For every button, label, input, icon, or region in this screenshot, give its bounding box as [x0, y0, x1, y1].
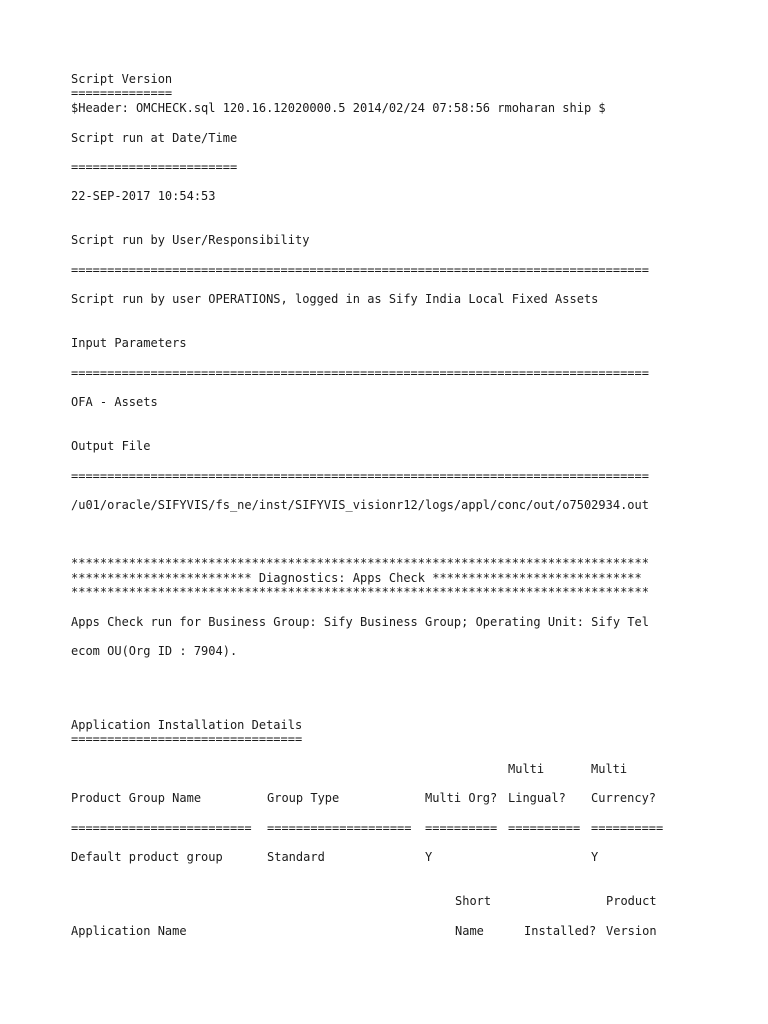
cell-product-group-name: Default product group	[71, 850, 223, 864]
col-head-multi-lingual: Lingual?	[508, 791, 566, 805]
sep-multi-lingual: ==========	[508, 821, 581, 835]
input-params-underline: ================================================================================	[71, 366, 649, 380]
apps-check-line-2: ecom OU(Org ID : 7904).	[71, 644, 238, 658]
run-user-underline: ================================================================================	[71, 263, 649, 277]
col-head-multi-lingual-top: Multi	[508, 762, 545, 776]
col-head-product-group-name: Product Group Name	[71, 791, 202, 805]
run-datetime-heading: Script run at Date/Time	[71, 131, 238, 145]
col-head-multi-currency-top: Multi	[591, 762, 628, 776]
run-datetime-value: 22-SEP-2017 10:54:53	[71, 189, 216, 203]
sep-multi-org: ==========	[425, 821, 498, 835]
cell-multi-org: Y	[425, 850, 433, 864]
diagnostics-banner-bottom: ********************************************************************************	[71, 585, 649, 599]
col-head-group-type: Group Type	[267, 791, 340, 805]
col-head-short-name-top: Short	[455, 894, 492, 908]
diagnostics-banner-title: ************************* Diagnostics: Apps Check *****************************	[71, 571, 642, 585]
output-file-underline: ================================================================================	[71, 469, 649, 483]
sep-multi-currency: ==========	[591, 821, 664, 835]
sep-product-group-name: =========================	[71, 821, 252, 835]
col-head-short-name: Name	[455, 924, 484, 938]
diagnostics-banner-top: ********************************************************************************	[71, 556, 649, 570]
input-params-value: OFA - Assets	[71, 395, 158, 409]
col-head-product-version-top: Product	[606, 894, 657, 908]
cell-multi-currency: Y	[591, 850, 599, 864]
run-datetime-underline: =======================	[71, 160, 238, 174]
input-params-heading: Input Parameters	[71, 336, 187, 350]
output-file-path: /u01/oracle/SIFYVIS/fs_ne/inst/SIFYVIS_visionr12/logs/appl/conc/out/o7502934.out	[71, 498, 649, 512]
app-install-heading: Application Installation Details	[71, 718, 303, 732]
script-version-underline: ==============	[71, 86, 173, 100]
col-head-version: Version	[606, 924, 657, 938]
col-head-installed: Installed?	[524, 924, 597, 938]
col-head-multi-org: Multi Org?	[425, 791, 498, 805]
cell-group-type: Standard	[267, 850, 325, 864]
output-file-heading: Output File	[71, 439, 151, 453]
app-install-underline: ================================	[71, 732, 303, 746]
run-user-heading: Script run by User/Responsibility	[71, 233, 310, 247]
script-version-heading: Script Version	[71, 72, 173, 86]
run-user-value: Script run by user OPERATIONS, logged in as Sify India Local Fixed Assets	[71, 292, 599, 306]
col-head-application-name: Application Name	[71, 924, 187, 938]
sep-group-type: ====================	[267, 821, 412, 835]
apps-check-line-1: Apps Check run for Business Group: Sify Business Group; Operating Unit: Sify Tel	[71, 615, 649, 629]
script-header-line: $Header: OMCHECK.sql 120.16.12020000.5 2014/02/24 07:58:56 rmoharan ship $	[71, 101, 606, 115]
col-head-multi-currency: Currency?	[591, 791, 657, 805]
